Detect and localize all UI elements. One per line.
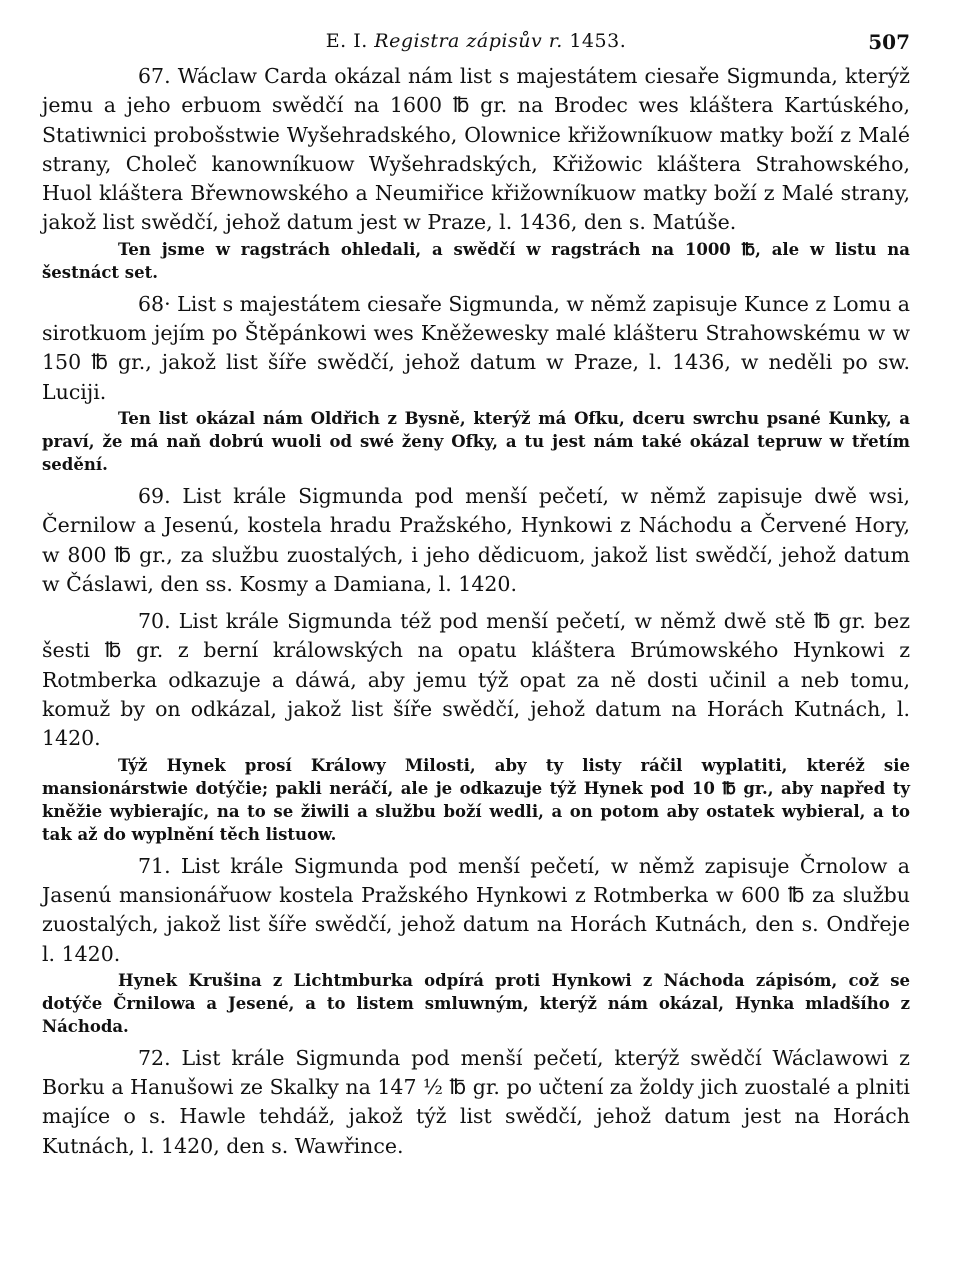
page <box>42 30 910 1161</box>
entry-70 <box>42 607 910 845</box>
entry-note: Hynek Krušina z Lichtmburka odpírá proti Hynkowi z Náchoda zápisóm, což se dotýče Črnilowa a Jesené, a to listem smluwným, kterýž nám okázal, Hynka mladšího z Náchoda. <box>42 970 910 1036</box>
entry-68 <box>42 290 910 476</box>
running-head <box>42 30 910 62</box>
entry-number: 72. <box>138 1045 171 1070</box>
running-title-year: 1453. <box>569 30 627 52</box>
entry-body: List krále Sigmunda pod menší pečetí, w němž zapisuje dwě wsi, Černilow a Jesenú, kostela hradu Pražského, Hynkowi z Náchodu a Červené Hory, w 800 ℔ gr., za službu zuostalých, i jeho dědicuom, jakož list swědčí, jehož datum w Čáslawi, den ss. Kosmy a Damiana, l. 1420. <box>42 483 910 596</box>
entry-number: 68· <box>138 291 171 316</box>
entry-body: Wáclaw Carda okázal nám list s majestátem ciesaře Sigmunda, kterýž jemu a jeho erbuom swědčí na 1600 ℔ gr. na Brodec wes kláštera Kartúského, Statiwnici probošstwie Wyšehradského, Olownice křižowníkuow matky boží z Malé strany, Choleč kanowníkuow Wyšehradských, Křižowic kláštera Strahowského, Huol kláštera Břewnowského a Neumiřice křižowníkuow matky boží z Malé strany, jakož list swědčí, jehož datum jest w Praze, l. 1436, den s. Matúše. <box>42 64 910 235</box>
entry-text <box>42 62 910 238</box>
entry-72 <box>42 1044 910 1161</box>
running-title <box>42 30 910 52</box>
entry-number: 71. <box>138 853 171 878</box>
entry-number: 67. <box>138 64 171 88</box>
entry-71 <box>42 852 910 1038</box>
running-title-italic: Registra zápisův r. <box>374 30 563 52</box>
entry-note: Ten list okázal nám Oldřich z Bysně, kterýž má Ofku, dceru swrchu psané Kunky, a praví, že má naň dobrú wuoli od swé ženy Ofky, a tu jest nám také okázal tepruw w třetím sedění. <box>42 408 910 474</box>
entry-note: Týž Hynek prosí Králowy Milosti, aby ty listy ráčil wyplatiti, kteréž sie mansionárstwie dotýčie; pakli neráčí, ale je odkazuje týž Hynek pod 10 ℔ gr., aby napřed ty kněžie wybierajíc, na to se žiwili a službu boží wedli, a on potom aby ostatek wybieral, a to tak až do wyplnění těch listuow. <box>42 755 910 844</box>
entry-text <box>42 852 910 969</box>
entry-text <box>42 607 910 753</box>
entry-text <box>42 1044 910 1161</box>
entry-body: List s majestátem ciesaře Sigmunda, w němž zapisuje Kunce z Lomu a sirotkuom jejím po Štěpánkowi wes Kněžewesky malé klášteru Strahowskému w w 150 ℔ gr., jakož list šíře swědčí, jehož datum w Praze, l. 1436, w neděli po sw. Luciji. <box>42 291 911 404</box>
entry-69 <box>42 482 910 599</box>
entry-number: 70. <box>138 609 171 634</box>
entry-note: Ten jsme w ragstrách ohledali, a swědčí w ragstrách na 1000 ℔, ale w listu na šestnáct set. <box>42 239 910 282</box>
entry-67 <box>42 62 910 284</box>
page-number: 507 <box>868 30 910 54</box>
entry-body: List krále Sigmunda pod menší pečetí, w němž zapisuje Črnolow a Jasenú mansionářuow kostela Pražského Hynkowi z Rotmberka w 600 ℔ za službu zuostalých, jakož list šíře swědčí, jehož datum na Horách Kutnách, den s. Ondřeje l. 1420. <box>42 853 910 966</box>
entry-body: List krále Sigmunda pod menší pečetí, kterýž swědčí Wáclawowi z Borku a Hanušowi ze Skalky na 147 ½ ℔ gr. po učtení za žoldy jich zuostalé a plniti majíce o s. Hawle tehdáž, jakož týž list swědčí, jehož datum jest na Horách Kutnách, l. 1420, den s. Wawřince. <box>42 1045 910 1158</box>
entry-number: 69. <box>138 483 171 508</box>
running-title-section: E. I. <box>325 30 368 52</box>
entry-body: List krále Sigmunda též pod menší pečetí, w němž dwě stě ℔ gr. bez šesti ℔ gr. z berní králowských na opatu kláštera Brúmowského Hynkowi z Rotmberka odkazuje a dáwá, aby jemu týž opat za ně dosti učinil a neb tomu, komuž by on odkázal, jakož list šíře swědčí, jehož datum na Horách Kutnách, l. 1420. <box>42 609 910 751</box>
entry-text <box>42 482 910 599</box>
entry-text <box>42 290 910 407</box>
